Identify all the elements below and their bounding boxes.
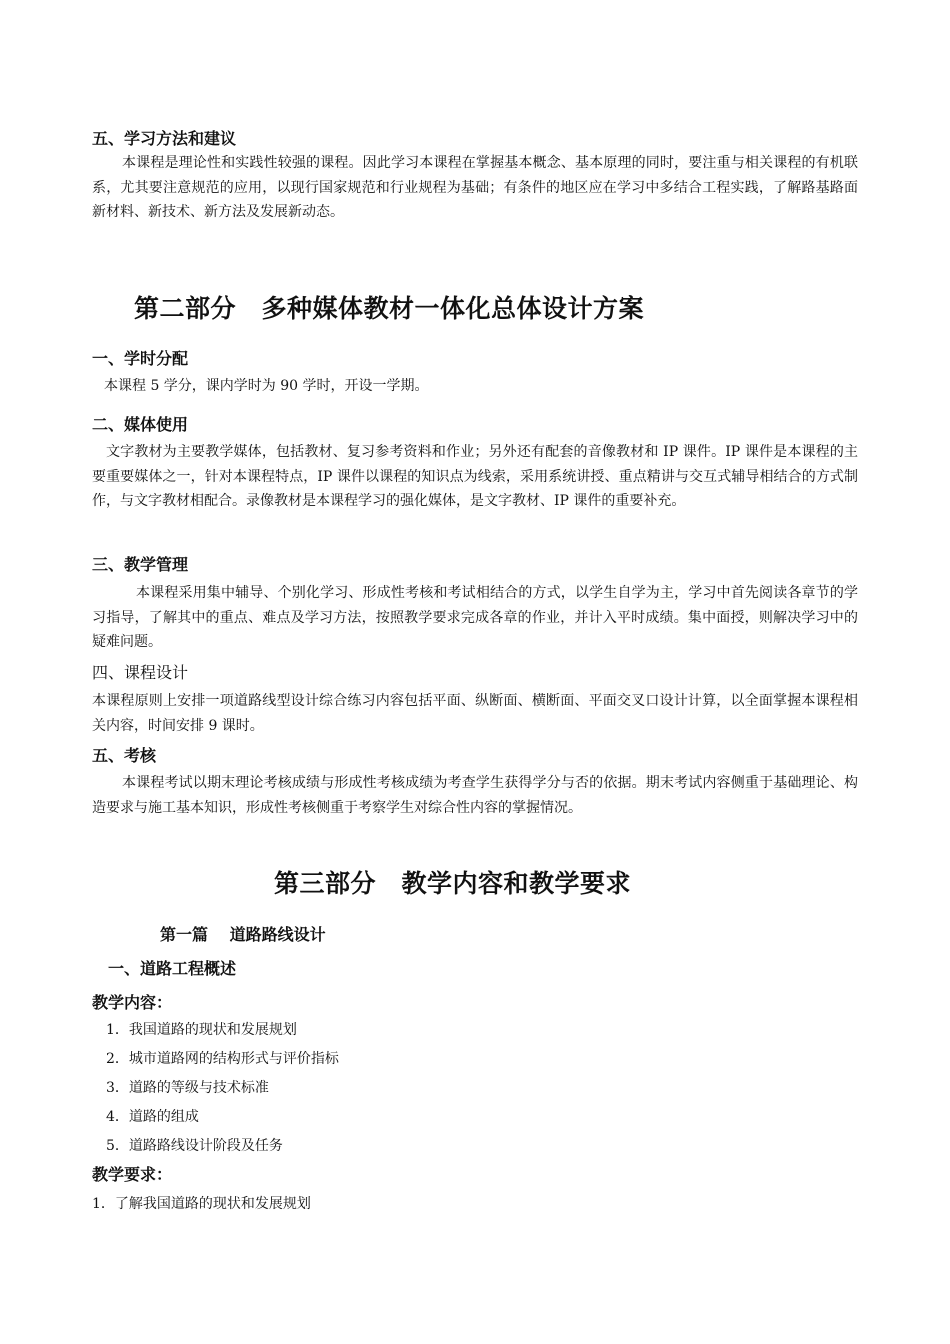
paragraph-management: 本课程采用集中辅导、个别化学习、形成性考核和考试相结合的方式，以学生自学为主，学习中首先阅读各章节的学习指导，了解其中的重点、难点及学习方法，按照教学要求完成各章的作业，并计入平时成绩。集中面授，则解决学习中的疑难问题。 [92,585,858,650]
list-item: 2．城市道路网的结构形式与评价指标 [106,1051,339,1067]
paragraph-hours: 本课程 5 学分，课内学时为 90 学时，开设一学期。 [104,378,429,394]
part3-title: 第三部分 教学内容和教学要求 [274,869,632,898]
teaching-requirements-label: 教学要求： [92,1165,173,1184]
paragraph-assessment: 本课程考试以期末理论考核成绩与形成性考核成绩为考查学生获得学分与否的依据。期末考试内容侧重于基础理论、构造要求与施工基本知识，形成性考核侧重于考察学生对综合性内容的掌握情况。 [92,775,858,816]
paragraph-study-methods: 本课程是理论性和实践性较强的课程。因此学习本课程在掌握基本概念、基本原理的同时，要注重与相关课程的有机联系，尤其要注意规范的应用，以现行国家规范和行业规程为基础；有条件的地区应在学习中多结合工程实践，了解路基路面新材料、新技术、新方法及发展新动态。 [92,155,858,220]
list-item: 4．道路的组成 [106,1109,199,1125]
chapter-title: 第一篇 道路路线设计 [160,925,326,944]
section-heading-study-methods: 五、学习方法和建议 [92,129,237,148]
list-item: 1．了解我国道路的现状和发展规划 [92,1196,311,1212]
section-heading-assessment: 五、考核 [92,746,157,765]
paragraph-media: 文字教材为主要教学媒体，包括教材、复习参考资料和作业；另外还有配套的音像教材和 IP 课件。IP 课件是本课程的主要重要媒体之一，针对本课程特点，IP 课件以课程的知识点为线索，采用系统讲授、重点精讲与交互式辅导相结合的方式制作，与文字教材相配合。录像教材是本课程学习的强化媒体，是文字教材、IP 课件的重要补充。 [92,444,858,509]
list-item: 1．我国道路的现状和发展规划 [106,1022,297,1038]
section-heading-hours: 一、学时分配 [92,349,189,368]
section-heading-media: 二、媒体使用 [92,415,189,434]
section-heading-management: 三、教学管理 [92,555,189,574]
section-heading-course-design: 四、课程设计 [92,663,189,682]
section-heading-overview: 一、道路工程概述 [108,959,237,978]
list-item: 3．道路的等级与技术标准 [106,1080,269,1096]
teaching-content-label: 教学内容： [92,993,173,1012]
paragraph-course-design: 本课程原则上安排一项道路线型设计综合练习内容包括平面、纵断面、横断面、平面交叉口设计计算，以全面掌握本课程相关内容，时间安排 9 课时。 [92,693,858,734]
part2-title: 第二部分 多种媒体教材一体化总体设计方案 [134,294,645,323]
list-item: 5．道路路线设计阶段及任务 [106,1138,283,1154]
